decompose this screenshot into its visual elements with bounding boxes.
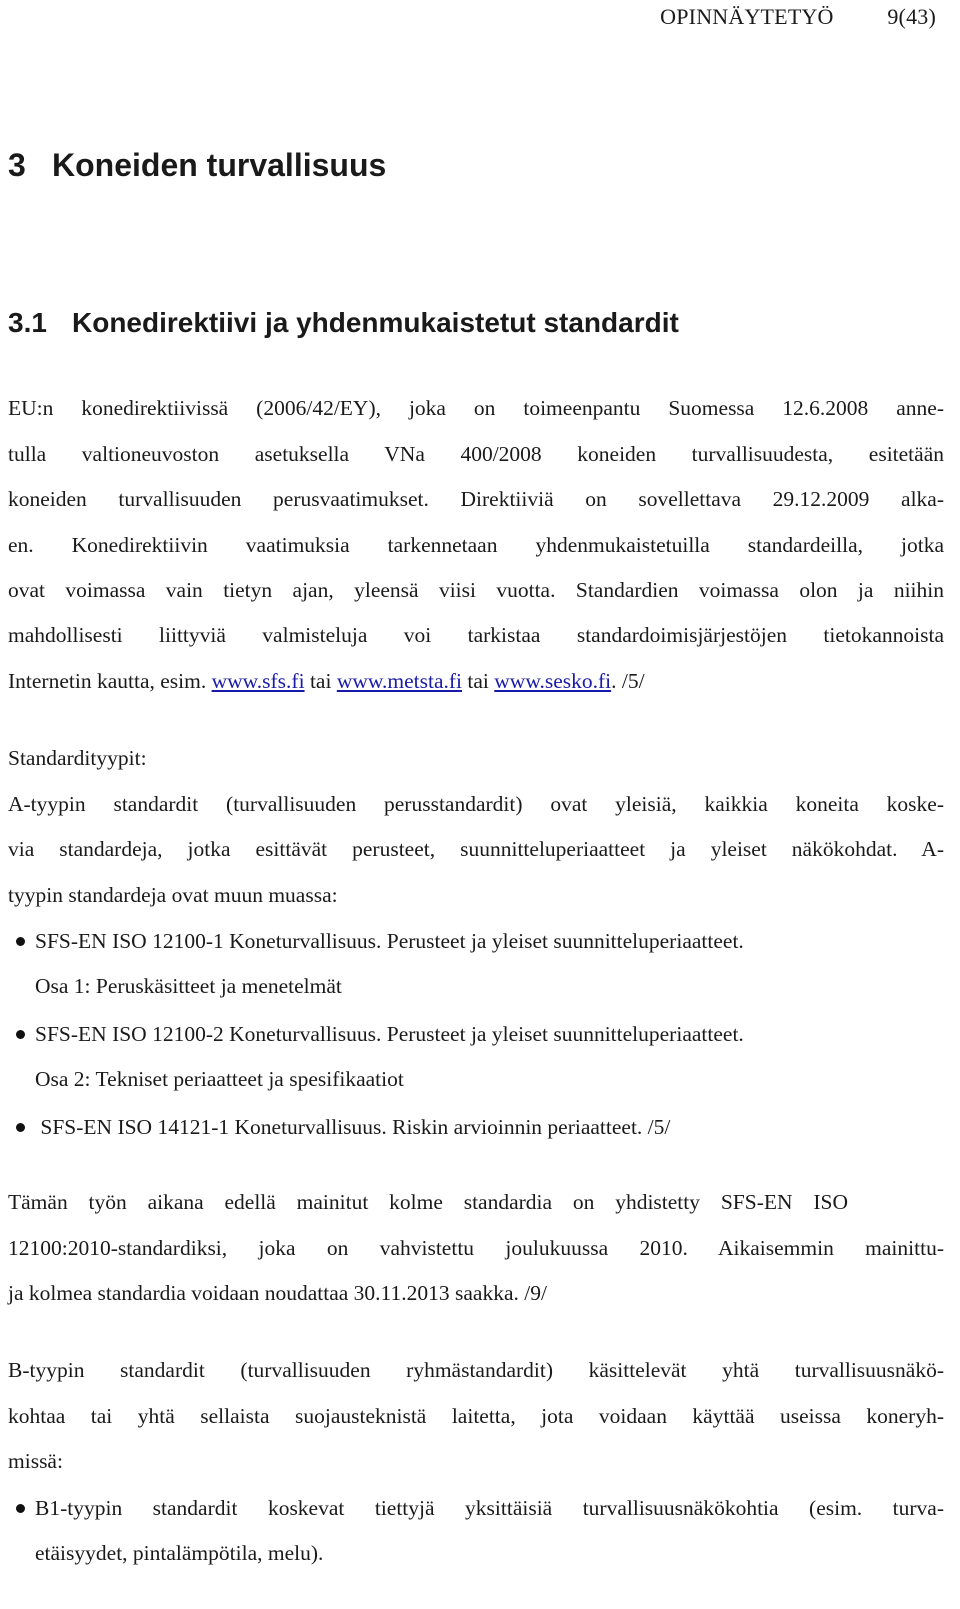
list-item: SFS-EN ISO 12100-2 Koneturvallisuus. Perusteet ja yleiset suunnitteluperiaatteet. bbox=[35, 1022, 744, 1046]
list-item-continuation: Osa 2: Tekniset periaatteet ja spesifikaatiot bbox=[35, 1067, 404, 1091]
link-metsta[interactable]: www.metsta.fi bbox=[336, 669, 463, 693]
paragraph-line: en. Konedirektiivin vaatimuksia tarkennetaan yhdenmukaistetuilla standardeilla, jotka bbox=[8, 533, 944, 557]
link-line-suffix: . /5/ bbox=[611, 669, 645, 693]
paragraph-line: tulla valtioneuvoston asetuksella VNa 400/2008 koneiden turvallisuudesta, esitetään bbox=[8, 442, 944, 466]
paragraph-line: via standardeja, jotka esittävät perusteet, suunnitteluperiaatteet ja yleiset näkökohdat. A- bbox=[8, 837, 944, 861]
bullet-icon bbox=[16, 937, 25, 946]
types-heading: Standardityypit: bbox=[8, 746, 147, 770]
paragraph-line: tyypin standardeja ovat muun muassa: bbox=[8, 883, 338, 907]
section-number: 3.1 bbox=[8, 307, 47, 338]
paragraph-line: 12100:2010-standardiksi, joka on vahvistettu joulukuussa 2010. Aikaisemmin mainittu- bbox=[8, 1236, 944, 1260]
list-item: SFS-EN ISO 14121-1 Koneturvallisuus. Riskin arvioinnin periaatteet. /5/ bbox=[35, 1115, 671, 1139]
paragraph-line: B-tyypin standardit (turvallisuuden ryhmästandardit) käsittelevät yhtä turvallisuusnäkö- bbox=[8, 1358, 944, 1382]
chapter-heading bbox=[8, 147, 386, 184]
list-item-continuation: etäisyydet, pintalämpötila, melu). bbox=[35, 1541, 324, 1565]
link-sfs[interactable]: www.sfs.fi bbox=[211, 669, 305, 693]
page-number: 9(43) bbox=[887, 4, 936, 29]
link-separator: tai bbox=[304, 669, 337, 693]
paragraph-line: ja kolmea standardia voidaan noudattaa 30.11.2013 saakka. /9/ bbox=[8, 1281, 547, 1305]
paragraph-line-links bbox=[8, 666, 944, 696]
section-title: Konedirektiivi ja yhdenmukaistetut standardit bbox=[72, 307, 679, 338]
document-type: OPINNÄYTETYÖ bbox=[660, 4, 834, 29]
paragraph-line: mahdollisesti liittyviä valmisteluja voi tarkistaa standardoimisjärjestöjen tietokannoista bbox=[8, 623, 944, 647]
paragraph-line: missä: bbox=[8, 1449, 63, 1473]
paragraph-line: ovat voimassa vain tietyn ajan, yleensä viisi vuotta. Standardien voimassa olon ja niihin bbox=[8, 578, 944, 602]
paragraph-line: kohtaa tai yhtä sellaista suojausteknistä laitetta, jota voidaan käyttää useissa koneryh- bbox=[8, 1404, 944, 1428]
link-line-prefix: Internetin kautta, esim. bbox=[8, 669, 212, 693]
section-heading bbox=[8, 307, 679, 339]
link-sesko[interactable]: www.sesko.fi bbox=[494, 669, 612, 693]
bullet-icon bbox=[16, 1123, 25, 1132]
page-header bbox=[660, 4, 936, 30]
paragraph-line: A-tyypin standardit (turvallisuuden perusstandardit) ovat yleisiä, kaikkia koneita koske- bbox=[8, 792, 944, 816]
bullet-icon bbox=[16, 1504, 25, 1513]
list-item-continuation: Osa 1: Peruskäsitteet ja menetelmät bbox=[35, 974, 342, 998]
chapter-number: 3 bbox=[8, 147, 26, 183]
list-item: SFS-EN ISO 12100-1 Koneturvallisuus. Perusteet ja yleiset suunnitteluperiaatteet. bbox=[35, 929, 744, 953]
chapter-title: Koneiden turvallisuus bbox=[52, 147, 387, 183]
paragraph-line: koneiden turvallisuuden perusvaatimukset. Direktiiviä on sovellettava 29.12.2009 alka- bbox=[8, 487, 944, 511]
paragraph-line: Tämän työn aikana edellä mainitut kolme standardia on yhdistetty SFS-EN ISO bbox=[8, 1190, 848, 1214]
list-item: B1-tyypin standardit koskevat tiettyjä yksittäisiä turvallisuusnäkökohtia (esim. turva- bbox=[35, 1496, 944, 1520]
paragraph-line: EU:n konedirektiivissä (2006/42/EY), joka on toimeenpantu Suomessa 12.6.2008 anne- bbox=[8, 396, 944, 420]
bullet-icon bbox=[16, 1030, 25, 1039]
link-separator: tai bbox=[462, 669, 495, 693]
